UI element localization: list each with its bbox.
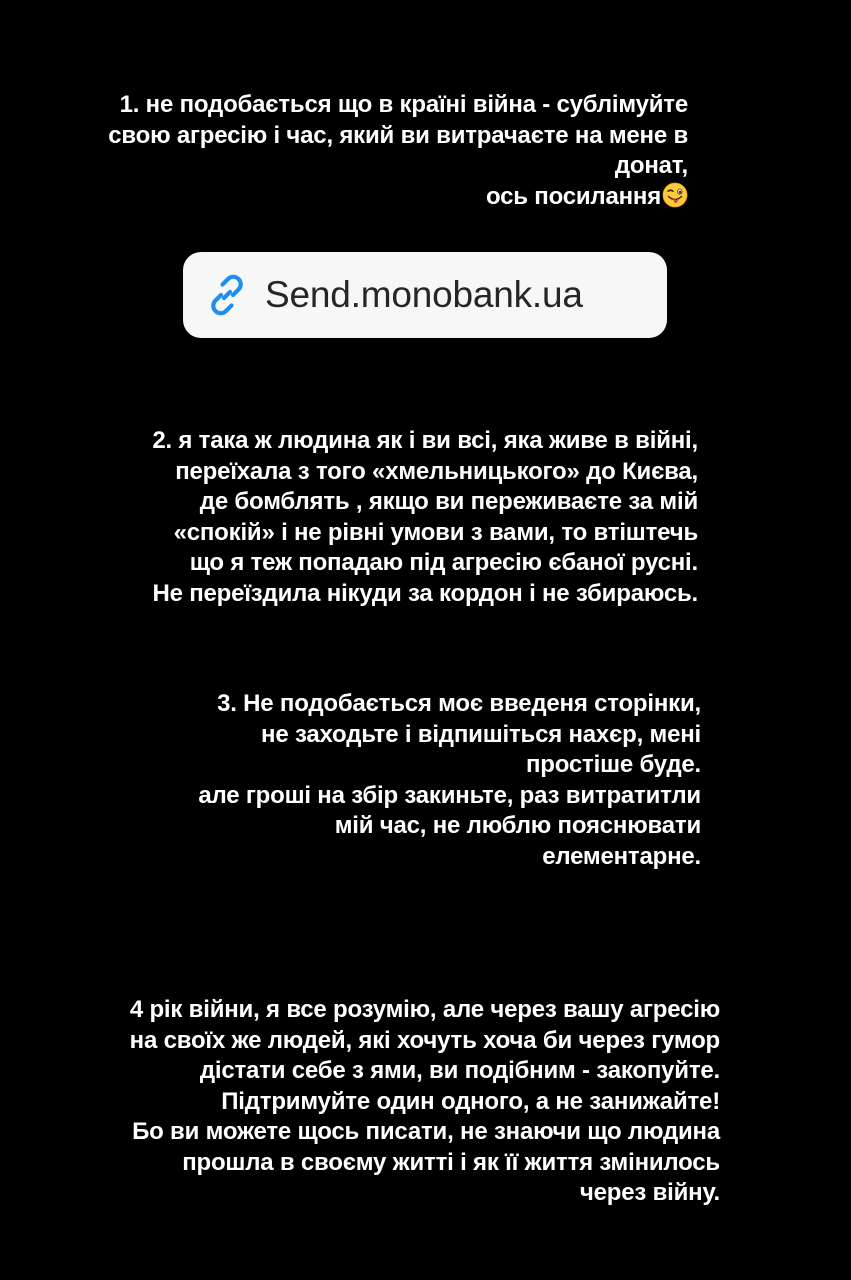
text-line: донат, — [614, 152, 688, 179]
text-line-with-emoji — [60, 182, 688, 213]
text-line: дістати себе з ями, ви подібним - закопуйте. — [199, 1057, 720, 1084]
text-line: переїхала з того «хмельницького» до Києва, — [175, 457, 698, 485]
text-line: елементарне. — [542, 842, 701, 870]
text-line: де бомблять , якщо ви переживаєте за мій — [199, 488, 698, 515]
winking-face-with-tongue-icon — [662, 182, 688, 208]
text-line: прошла в своєму житті і як її життя змінилось — [182, 1148, 720, 1176]
text-line: свою агресію і час, який ви витрачаєте на мене в — [108, 121, 688, 149]
link-icon — [203, 271, 251, 319]
text-block-3 — [60, 689, 701, 872]
text-line: мій час, не люблю пояснювати — [334, 812, 701, 839]
text-line: Підтримуйте один одного, а не занижайте! — [221, 1087, 720, 1115]
text-line: через війну. — [579, 1179, 720, 1206]
text-line: 2. я така ж людина як і ви всі, яка живе в війні, — [152, 427, 698, 454]
link-url-text: Send.monobank.ua — [265, 274, 583, 315]
text-line: 1. не подобається що в країні війна - сублімуйте — [119, 91, 688, 118]
text-line: Бо ви можете щось писати, не знаючи що людина — [132, 1118, 720, 1145]
text-line: Не переїздила нікуди за кордон і не збираюсь. — [152, 579, 698, 607]
text-line: 3. Не подобається моє введеня сторінки, — [217, 690, 701, 717]
text-line: ось посилання — [485, 182, 661, 210]
text-line: «спокій» і не рівні умови з вами, то втіштечь — [173, 518, 698, 546]
text-block-1 — [60, 90, 688, 212]
link-sticker[interactable] — [183, 252, 667, 338]
text-line: але гроші на збір закиньте, раз витратитли — [198, 781, 701, 809]
text-block-2 — [60, 426, 698, 609]
text-line: що я теж попадаю під агресію єбаної русні. — [189, 549, 698, 576]
text-line: простіше буде. — [526, 751, 701, 778]
text-block-4 — [60, 995, 720, 1209]
text-line: 4 рік війни, я все розумію, але через вашу агресію — [129, 996, 720, 1023]
text-line: не заходьте і відпишіться нахєр, мені — [261, 720, 701, 748]
text-line: на своїх же людей, які хочуть хоча би через гумор — [129, 1026, 720, 1054]
